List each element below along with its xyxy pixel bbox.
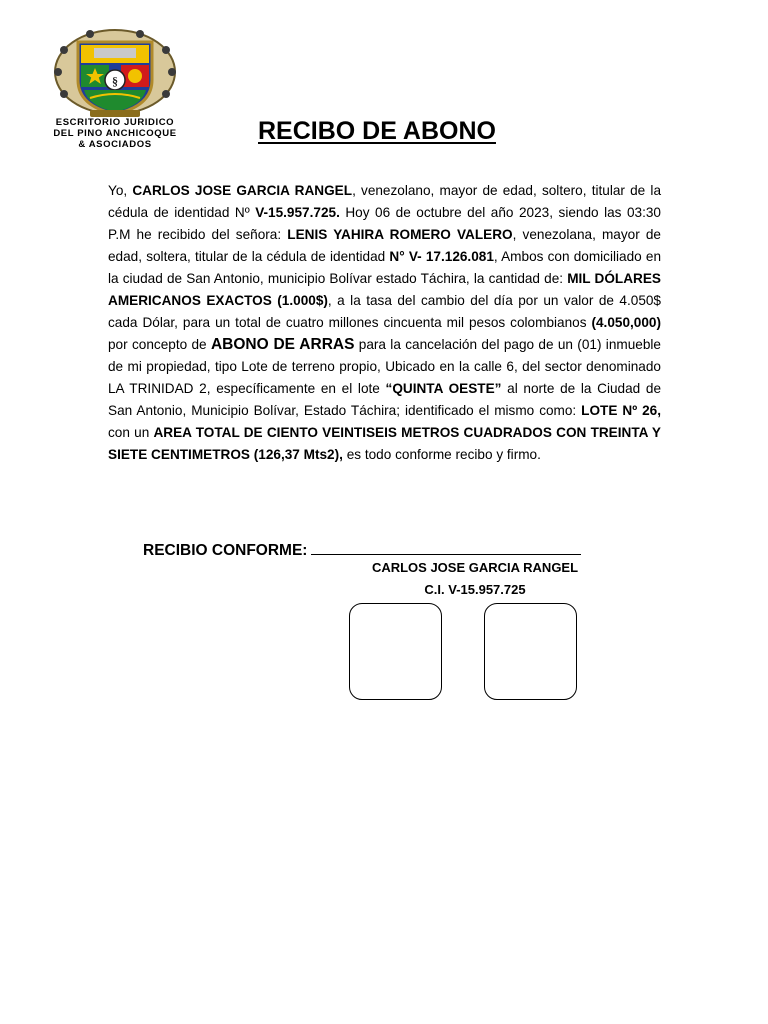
receipt-body: [108, 180, 661, 466]
lot-name: “QUINTA OESTE”: [385, 381, 502, 396]
body-text: por concepto de: [108, 337, 211, 352]
firm-name-line: & ASOCIADOS: [78, 139, 152, 150]
fingerprint-box-left: [349, 603, 442, 700]
body-text: Yo,: [108, 183, 133, 198]
firm-coat-of-arms-icon: [50, 28, 180, 120]
body-text: es todo conforme recibo y firmo.: [342, 447, 541, 462]
payment-concept: ABONO DE ARRAS: [210, 336, 355, 353]
payee-name: LENIS YAHIRA ROMERO VALERO: [287, 227, 513, 242]
document-title: RECIBO DE ABONO: [258, 117, 496, 145]
payer-name: CARLOS JOSE GARCIA RANGEL: [132, 183, 353, 198]
signer-name: CARLOS JOSE GARCIA RANGEL: [371, 560, 579, 575]
body-text: para la cancelación del pago de un (01) inmueble de mi propiedad, tipo Lote de terreno propio, Ubicado en la calle 6, del sector denominado LA TRINIDAD 2, específicamente en el lote: [108, 337, 661, 396]
amount-words: MIL DÓLARES AMERICANOS EXACTOS (1.000$): [108, 271, 661, 308]
payer-id: V-15.957.725.: [255, 205, 340, 220]
body-text: al norte de la Ciudad de San Antonio, Municipio Bolívar, Estado Táchira; identificado el mismo como:: [108, 381, 662, 418]
signature-label: RECIBIO CONFORME:: [143, 542, 308, 559]
body-text: , a la tasa del cambio del día por un valor de 4.050$ cada Dólar, para un total de cuatro millones cincuenta mil pesos colombianos: [108, 293, 661, 330]
body-text: con un: [108, 425, 154, 440]
signature-line: [311, 541, 581, 555]
body-text: , venezolana, mayor de edad, soltera, titular de la cédula de identidad: [108, 227, 661, 264]
lot-number: LOTE Nº 26,: [581, 403, 662, 418]
signer-id: C.I. V-15.957.725: [424, 582, 526, 597]
body-text: , venezolano, mayor de edad, soltero, titular de la cédula de identidad Nº: [108, 183, 661, 220]
svg-text:§: §: [112, 74, 118, 88]
lot-area: AREA TOTAL DE CIENTO VEINTISEIS METROS CUADRADOS CON TREINTA Y SIETE CENTIMETROS (126,37 Mts2),: [108, 425, 661, 462]
body-text: Hoy 06 de octubre del año 2023, siendo las 03:30 P.M he recibido del señora:: [108, 205, 661, 242]
firm-name-line: ESCRITORIO JURIDICO: [55, 117, 175, 128]
firm-name-line: DEL PINO ANCHICOQUE: [53, 128, 177, 139]
signature-row: [143, 541, 581, 560]
amount-cop: (4.050,000): [591, 315, 661, 330]
payee-id: N° V- 17.126.081: [389, 249, 494, 264]
fingerprint-box-right: [484, 603, 577, 700]
body-text: , Ambos con domiciliado en la ciudad de San Antonio, municipio Bolívar estado Táchira, la cantidad de:: [108, 249, 662, 286]
